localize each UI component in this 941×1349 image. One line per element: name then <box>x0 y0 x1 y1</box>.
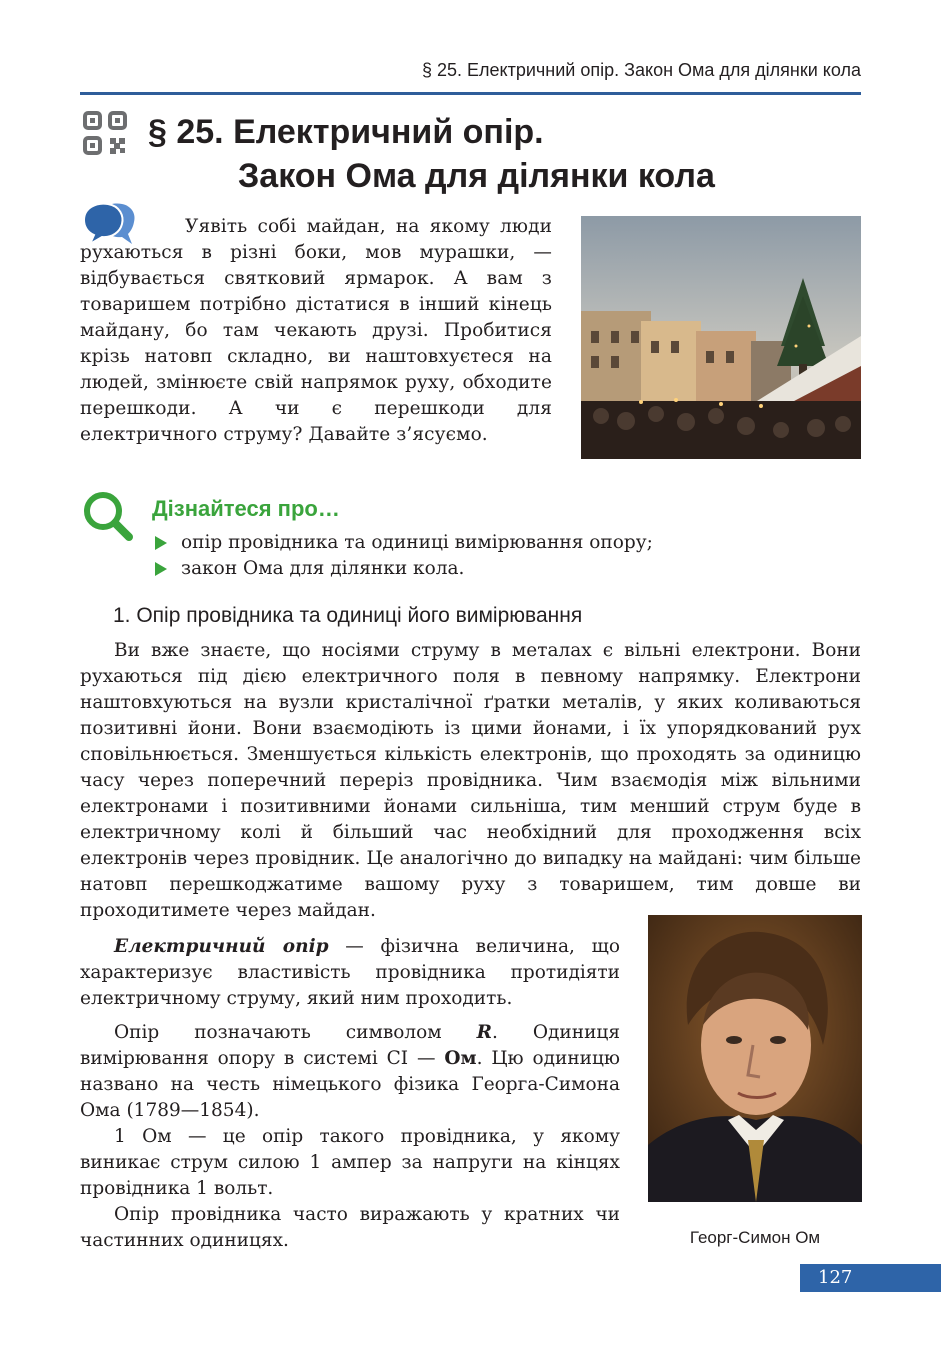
section-heading: 1. Опір провідника та одиниці його вимірювання <box>113 604 583 627</box>
symbol-mid: . Одиниця вимірювання опору в системі СІ — <box>80 1022 620 1069</box>
paragraph-text: Ви вже знаєте, що носіями струму в металах є вільні електрони. Вони рухаються під дією електричного поля в певному напрямку. Електрони наштовхуються на вузли кристалічної ґратки металів, у яких коливаються позитивні йони. Вони взаємодіють із цими йонами, і їх упорядкований рух сповільнюється. Зменшується кількість електронів, що проходять за одиницю часу через поперечний переріз провідника. Чим взаємодія між вільними електронами і позитивними йонами сильніша, тим менший струм буде в електричному колі й більший час необхідний для проходження всіх електронів через провідник. Це аналогічно до випадку на майдані: чим більше натовп перешкоджатиме вашому руху з товаришем, тим довше ви проходитимете через майдан. <box>80 640 861 921</box>
triangle-bullet-icon <box>155 536 167 550</box>
header-rule <box>80 92 861 95</box>
page-number: 127 <box>800 1264 941 1292</box>
unit-name: Ом <box>444 1048 477 1069</box>
symbol-post: . Цю одиницю названо на честь німецького фізика Георга-Симона Ома (1789—1854). <box>80 1048 620 1121</box>
symbol-r: R <box>476 1022 493 1043</box>
definition-term: Електричний опір <box>114 936 329 957</box>
symbol-paragraph <box>80 1020 620 1124</box>
multiples-paragraph <box>80 1202 620 1254</box>
title-line-2: Закон Ома для ділянки кола <box>238 157 715 195</box>
portrait-caption: Георг-Симон Ом <box>689 1228 821 1247</box>
intro-paragraph <box>80 214 552 448</box>
body-paragraph <box>80 638 861 924</box>
list-item <box>155 556 653 582</box>
title-line-1: § 25. Електричний опір. <box>148 113 544 151</box>
learn-list <box>155 530 653 582</box>
symbol-pre: Опір позначають символом <box>114 1022 477 1043</box>
running-header: § 25. Електричний опір. Закон Ома для ділянки кола <box>421 60 861 80</box>
intro-text: Уявіть собі майдан, на якому люди рухаються в різні боки, мов мурашки, — відбувається святковий ярмарок. А вам з товаришем потрібно дістатися в інший кінець майдану, бо там чекають друзі. Пробитися крізь натовп складно, ви наштовхуєтеся на людей, змінюєте свій напрямок руху, обходите перешкоди. А чи є перешкоди для електричного струму? Давайте з’ясуємо. <box>80 216 552 445</box>
multiples-text: Опір провідника часто виражають у кратних чи частинних одиницях. <box>80 1204 620 1251</box>
learn-title: Дізнайтеся про… <box>152 496 340 521</box>
learn-item-1: опір провідника та одиниці вимірювання опору; <box>181 532 653 553</box>
page-title <box>148 110 868 198</box>
definition-paragraph <box>80 934 620 1012</box>
list-item <box>155 530 653 556</box>
ohm-definition: 1 Ом — це опір такого провідника, у якому виникає струм силою 1 ампер за напруги на кінцях провідника 1 вольт. <box>80 1126 620 1199</box>
triangle-bullet-icon <box>155 562 167 576</box>
learn-item-2: закон Ома для ділянки кола. <box>181 558 465 579</box>
ohm-definition-paragraph <box>80 1124 620 1202</box>
definition-text: — фізична величина, що характеризує властивість провідника протидіяти електричному струму, який ним проходить. <box>80 936 621 1009</box>
magnifier-icon <box>82 490 134 542</box>
christmas-market-photo <box>581 216 861 459</box>
ohm-portrait <box>648 915 862 1202</box>
qr-code-icon <box>82 110 128 156</box>
